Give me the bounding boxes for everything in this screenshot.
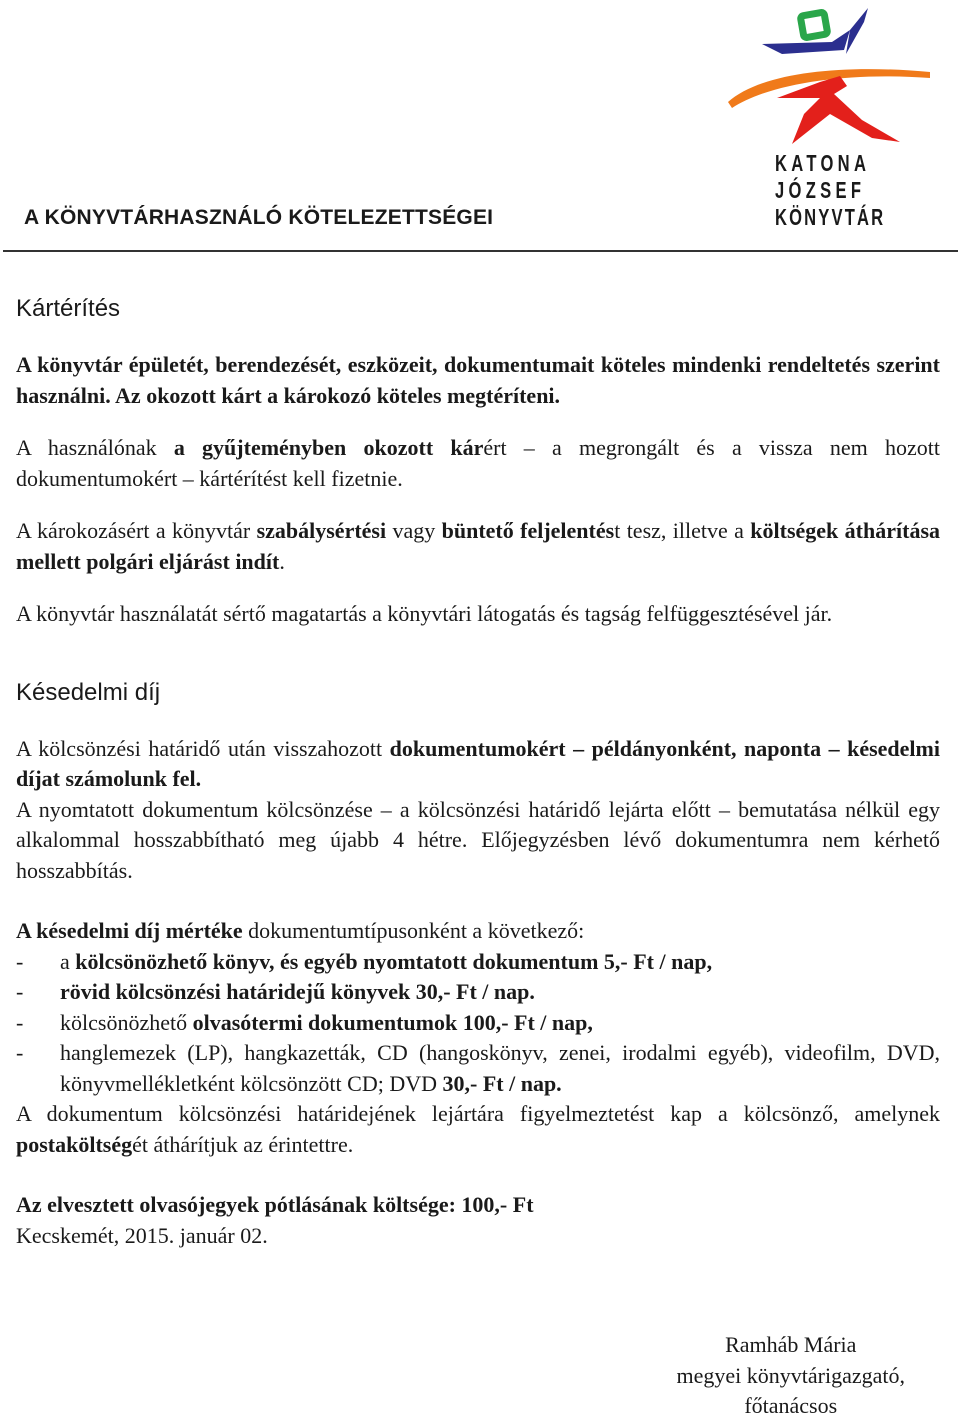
list-item: - a kölcsönözhető könyv, és egyéb nyomtatott dokumentum 5,- Ft / nap, [16, 948, 713, 974]
damages-paragraph-3: A károkozásért a könyvtár szabálysértési vagy büntető feljelentést tesz, illetve a költségek áthárítása mellett polgári eljárást indít. [16, 518, 941, 574]
header-divider [3, 250, 958, 252]
list-item: - kölcsönözhető olvasótermi dokumentumok 100,- Ft / nap, [16, 1009, 593, 1035]
late-fee-paragraph-4: A dokumentum kölcsönzési határidejének lejártára figyelmeztetést kap a kölcsönző, amelynek postaköltségét áthárítjuk az érintettre. [16, 1101, 940, 1157]
document-date: Kecskemét, 2015. január 02. [16, 1222, 268, 1248]
late-fee-paragraph-2: A nyomtatott dokumentum kölcsönzése – a kölcsönzési határidő lejárta előtt – bemutatása nélkül egy alkalommal hosszabbítható meg újabb 4 hétre. Előjegyzésben lévő dokumentumra nem kérhető hosszabbítás. [16, 796, 940, 883]
fee-list [16, 947, 940, 1100]
section-heading-damages: Kártérítés [16, 295, 121, 322]
page-title: A KÖNYVTÁRHASZNÁLÓ KÖTELEZETTSÉGEI [24, 206, 494, 229]
logo-green-square [800, 12, 827, 38]
section-heading-late-fee: Késedelmi díj [16, 678, 161, 706]
late-fee-paragraph-3: A késedelmi díj mértéke dokumentumtípusonként a következő: [16, 918, 585, 943]
logo-red-figure [777, 76, 900, 144]
damages-paragraph-4: A könyvtár használatát sértő magatartás a könyvtári látogatás és tagság felfüggesztésével jár. [16, 601, 833, 626]
logo-text [775, 150, 886, 231]
signatory-title: megyei könyvtárigazgató, [676, 1362, 905, 1388]
logo-line-2: JÓZSEF [775, 177, 866, 203]
damages-paragraph-2: A használónak a gyűjteményben okozott kárért – a megrongált és a vissza nem hozott dokumentumokért – kártérítést kell fizetnie. [16, 435, 940, 491]
list-item: - hanglemezek (LP), hangkazetták, CD (hangoskönyv, zenei, irodalmi egyéb), videofilm, DVD, könyvmellékletként kölcsönzött CD; DVD 30,- Ft / nap. [16, 1040, 940, 1096]
lost-card-fee: Az elvesztett olvasójegyek pótlásának költsége: 100,- Ft [16, 1192, 534, 1217]
late-fee-paragraph-1: A kölcsönzési határidő után visszahozott dokumentumokért – példányonként, naponta – késedelmi díjat számolunk fel. [16, 735, 940, 791]
signatory-name: Ramháb Mária [725, 1332, 857, 1357]
damages-paragraph-1: A könyvtár épületét, berendezését, eszközeit, dokumentumait köteles mindenki rendeltetés szerint használni. Az okozott kárt a károkozó köteles megtéríteni. [16, 352, 940, 408]
signature-block [677, 1330, 905, 1422]
signatory-rank: főtanácsos [744, 1393, 838, 1418]
logo-line-3: KÖNYVTÁR [775, 204, 886, 230]
document-body [16, 290, 940, 1251]
logo-line-1: KATONA [775, 150, 871, 176]
list-item: - rövid kölcsönzési határidejű könyvek 30,- Ft / nap. [16, 979, 535, 1004]
